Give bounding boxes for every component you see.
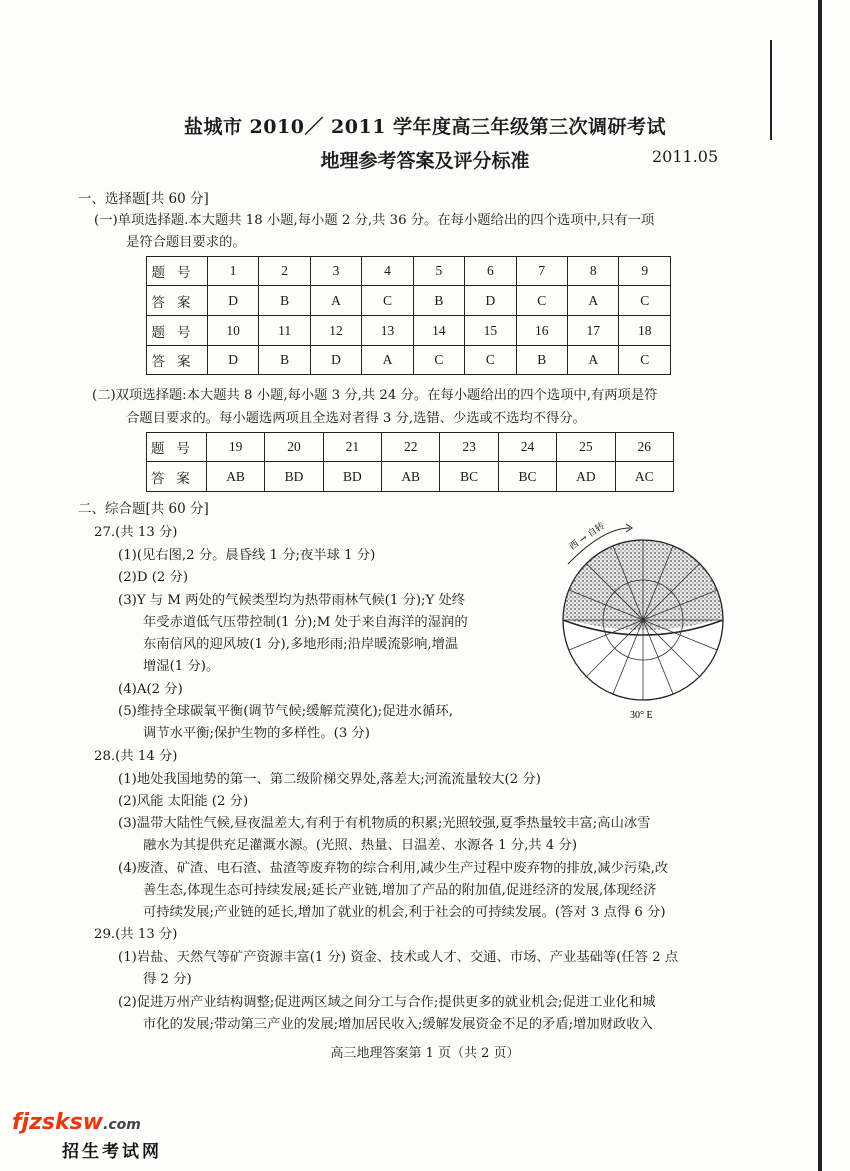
question-number: 16 <box>516 316 567 346</box>
page-footer: 高三地理答案第 1 页（共 2 页） <box>330 1046 520 1061</box>
q28-line: (4)废渣、矿渣、电石渣、盐渣等废弃物的综合利用,减少生产过程中废弃物的排放,减少污染,改 <box>118 861 669 876</box>
document-subtitle <box>0 146 850 173</box>
table-row <box>147 462 674 492</box>
row-label: 答案 <box>147 462 207 492</box>
q27-line: (4)A(2 分) <box>118 682 183 697</box>
answer-cell: A <box>362 346 413 375</box>
single-choice-answer-table <box>146 256 671 375</box>
answer-cell: C <box>516 286 567 316</box>
row-label: 题号 <box>147 433 207 462</box>
q27-line: (2)D (2 分) <box>118 570 189 585</box>
question-number: 12 <box>310 316 361 346</box>
q29-line: 市化的发展;带动第三产业的发展;增加居民收入;缓解发展资金不足的矛盾;增加财政收入 <box>143 1017 653 1032</box>
answer-cell: BD <box>265 462 323 492</box>
row-label: 答案 <box>147 286 208 316</box>
answer-cell: AB <box>206 462 264 492</box>
answer-cell: AD <box>557 462 615 492</box>
q28-line: (2)风能 太阳能 (2 分) <box>118 794 249 809</box>
question-number: 4 <box>362 257 413 286</box>
question-number: 17 <box>568 316 619 346</box>
question-number: 1 <box>207 257 258 286</box>
question-number: 11 <box>259 316 310 346</box>
table-row <box>147 286 671 316</box>
question-number: 19 <box>206 433 264 462</box>
answer-cell: A <box>568 346 619 375</box>
row-label: 题号 <box>147 316 208 346</box>
q27-line: 调节水平衡;保护生物的多样性。(3 分) <box>143 726 370 741</box>
answer-cell: B <box>259 286 310 316</box>
q29-line: 得 2 分) <box>143 972 192 987</box>
q28-line: (1)地处我国地势的第一、第二级阶梯交界处,落差大;河流流量较大(2 分) <box>118 772 541 787</box>
q27-line: (3)Y 与 M 两处的气候类型均为热带雨林气候(1 分);Y 处终 <box>118 593 466 608</box>
section2-heading: 二、综合题[共 60 分] <box>78 501 209 517</box>
q28-line: 善生态,体现生态可持续发展;延长产业链,增加了产品的附加值,促进经济的发展,体现经济 <box>143 883 657 898</box>
answer-cell: C <box>619 286 671 316</box>
part2-instruction-1: (二)双项选择题:本大题共 8 小题,每小题 3 分,共 24 分。在每小题给出的四个选项中,有两项是符 <box>92 388 658 403</box>
part2-instruction-2: 合题目要求的。每小题选两项且全选对者得 3 分,选错、少选或不选均不得分。 <box>126 411 586 426</box>
answer-cell: AC <box>615 462 673 492</box>
document-title: 盐城市 2010／ 2011 学年度高三年级第三次调研考试 <box>183 116 667 138</box>
subtitle-text: 地理参考答案及评分标准 <box>320 150 530 172</box>
answer-cell: D <box>310 346 361 375</box>
q27-header: 27.(共 13 分) <box>94 525 178 540</box>
question-number: 9 <box>619 257 671 286</box>
part1-instruction-2: 是符合题目要求的。 <box>126 235 246 250</box>
document-date: 2011.05 <box>652 147 719 166</box>
section1-heading: 一、选择题[共 60 分] <box>78 191 209 207</box>
answer-cell: B <box>516 346 567 375</box>
answer-cell: BD <box>323 462 381 492</box>
q27-line: 年受赤道低气压带控制(1 分);M 处于来自海洋的湿润的 <box>143 615 468 630</box>
answer-cell: C <box>413 346 464 375</box>
table-row <box>147 316 671 346</box>
answer-cell: B <box>259 346 310 375</box>
question-number: 26 <box>615 433 673 462</box>
question-number: 14 <box>413 316 464 346</box>
question-number: 2 <box>259 257 310 286</box>
polar-projection-figure <box>558 520 728 720</box>
question-number: 8 <box>568 257 619 286</box>
watermark-site: fjzsksw <box>12 1110 104 1135</box>
question-number: 24 <box>498 433 556 462</box>
table-row <box>147 257 671 286</box>
double-choice-answer-table <box>146 432 674 492</box>
q28-line: 可持续发展;产业链的延长,增加了就业的机会,利于社会的可持续发展。(答对 3 点得 6 分) <box>143 905 666 920</box>
rotation-label: 西 → 自转 <box>567 521 607 553</box>
answer-cell: A <box>310 286 361 316</box>
answer-cell: D <box>207 286 258 316</box>
part1-instruction-1: (一)单项选择题.本大题共 18 小题,每小题 2 分,共 36 分。在每小题给出的四个选项中,只有一项 <box>94 213 655 228</box>
table-row <box>147 433 674 462</box>
answer-cell: D <box>465 286 516 316</box>
table-row <box>147 346 671 375</box>
watermark-tld: .com <box>103 1117 141 1133</box>
q28-line: (3)温带大陆性气候,昼夜温差大,有利于有机物质的积累;光照较强,夏季热量较丰富;高山冰雪 <box>118 816 651 831</box>
answer-cell: BC <box>498 462 556 492</box>
watermark-name: 招生考试网 <box>62 1142 162 1162</box>
q28-line: 融水为其提供充足灌溉水源。(光照、热量、日温差、水源各 1 分,共 4 分) <box>143 838 578 853</box>
question-number: 22 <box>382 433 440 462</box>
watermark-logo <box>12 1110 141 1135</box>
answer-cell: BC <box>440 462 498 492</box>
answer-cell: C <box>362 286 413 316</box>
answer-cell: D <box>207 346 258 375</box>
row-label: 答案 <box>147 346 208 375</box>
answer-cell: C <box>619 346 671 375</box>
question-number: 10 <box>207 316 258 346</box>
question-number: 7 <box>516 257 567 286</box>
answer-cell: AB <box>382 462 440 492</box>
question-number: 23 <box>440 433 498 462</box>
question-number: 15 <box>465 316 516 346</box>
question-number: 3 <box>310 257 361 286</box>
question-number: 21 <box>323 433 381 462</box>
answer-cell: C <box>465 346 516 375</box>
question-number: 18 <box>619 316 671 346</box>
scan-edge-right <box>818 0 822 1171</box>
question-number: 25 <box>557 433 615 462</box>
q27-line: (1)(见右图,2 分。晨昏线 1 分;夜半球 1 分) <box>118 548 376 563</box>
longitude-label: 30° E <box>630 710 653 720</box>
q29-line: (1)岩盐、天然气等矿产资源丰富(1 分) 资金、技术或人才、交通、市场、产业基础等(任答 2 点 <box>118 950 679 965</box>
question-number: 20 <box>265 433 323 462</box>
answer-cell: B <box>413 286 464 316</box>
q27-line: 增湿(1 分)。 <box>143 659 220 674</box>
question-number: 5 <box>413 257 464 286</box>
globe-svg <box>558 520 728 720</box>
answer-cell: A <box>568 286 619 316</box>
q27-line: 东南信风的迎风坡(1 分),多地形雨;沿岸暖流影响,增温 <box>143 637 459 652</box>
q27-line: (5)维持全球碳氧平衡(调节气候;缓解荒漠化);促进水循环, <box>118 704 453 719</box>
q29-line: (2)促进万州产业结构调整;促进两区域之间分工与合作;提供更多的就业机会;促进工业化和城 <box>118 995 656 1010</box>
q29-header: 29.(共 13 分) <box>94 927 178 942</box>
q28-header: 28.(共 14 分) <box>94 749 178 764</box>
question-number: 6 <box>465 257 516 286</box>
question-number: 13 <box>362 316 413 346</box>
row-label: 题号 <box>147 257 208 286</box>
